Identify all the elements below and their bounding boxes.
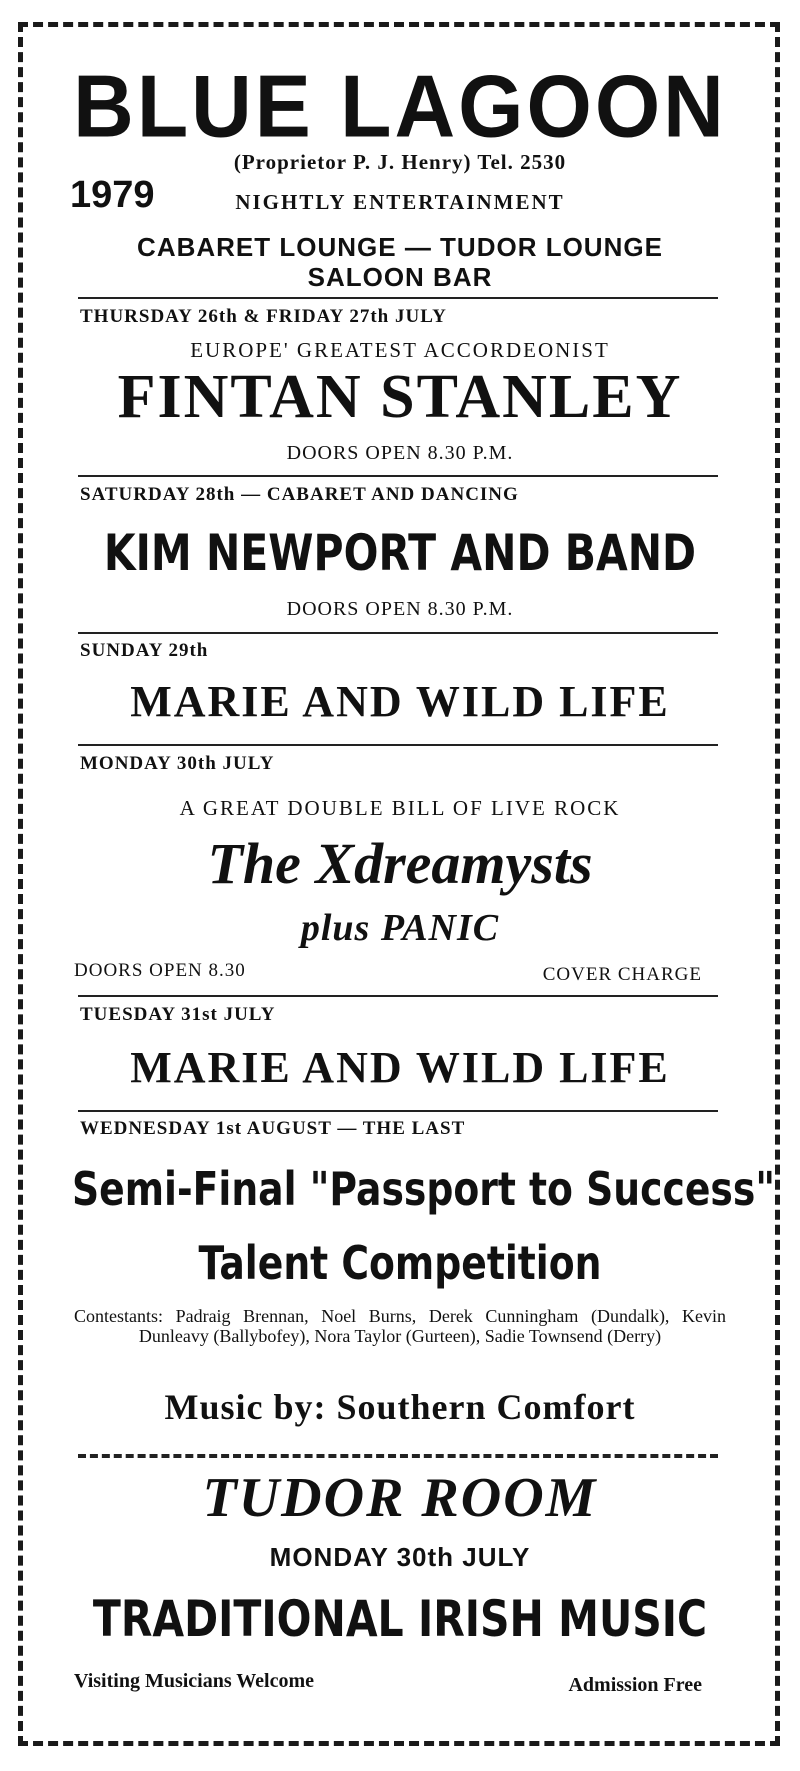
year-label: 1979 — [70, 174, 155, 216]
nightly-entertainment: NIGHTLY ENTERTAINMENT — [235, 190, 565, 214]
tudor-room-title: TUDOR ROOM — [202, 1467, 598, 1529]
venue-title: BLUE LAGOON — [73, 56, 727, 156]
event-doors-thursday: DOORS OPEN 8.30 P.M. — [286, 442, 514, 464]
event-cover-charge: COVER CHARGE — [542, 964, 702, 985]
event-date-sunday: SUNDAY 29th — [80, 640, 209, 661]
event-date-monday: MONDAY 30th JULY — [80, 753, 275, 774]
contestants-list: Contestants: Padraig Brennan, Noel Burns, Derek Cunningham (Dundalk), Kevin Dunleavy (Ballybofey), Nora Taylor (Gurteen), Sadie Townsend (Derry) — [74, 1306, 726, 1346]
event-date-tuesday: TUESDAY 31st JULY — [80, 1004, 276, 1025]
event-doors-monday: DOORS OPEN 8.30 — [74, 960, 246, 981]
event-act-tuesday: MARIE AND WILD LIFE — [130, 1043, 670, 1092]
event-subheadline-wednesday: Talent Competition — [198, 1236, 602, 1290]
event-subtitle-monday: A GREAT DOUBLE BILL OF LIVE ROCK — [179, 796, 621, 820]
divider — [78, 744, 718, 746]
proprietor-line: (Proprietor P. J. Henry) Tel. 2530 — [233, 150, 567, 174]
divider — [78, 995, 718, 997]
event-act-monday: The Xdreamysts — [207, 831, 593, 896]
event-act-sunday: MARIE AND WILD LIFE — [130, 677, 670, 726]
divider — [78, 632, 718, 634]
event-act-saturday: KIM NEWPORT AND BAND — [103, 524, 697, 582]
dashed-divider — [78, 1454, 718, 1458]
event-date-saturday: SATURDAY 28th — CABARET AND DANCING — [80, 484, 519, 505]
event-headline-wednesday: Semi-Final "Passport to Success" — [72, 1162, 775, 1216]
lounges-line-2: SALOON BAR — [307, 262, 493, 292]
lounges-line-1: CABARET LOUNGE — TUDOR LOUNGE — [137, 232, 663, 262]
visiting-musicians: Visiting Musicians Welcome — [74, 1670, 314, 1692]
event-doors-saturday: DOORS OPEN 8.30 P.M. — [286, 598, 514, 620]
event-act-thursday: FINTAN STANLEY — [117, 363, 683, 431]
admission-free: Admission Free — [568, 1674, 702, 1696]
divider — [78, 1110, 718, 1112]
tudor-room-act: TRADITIONAL IRISH MUSIC — [92, 1590, 708, 1648]
divider — [78, 475, 718, 477]
event-date-wednesday: WEDNESDAY 1st AUGUST — THE LAST — [80, 1118, 466, 1139]
tudor-room-date: MONDAY 30th JULY — [269, 1542, 531, 1572]
event-subtitle-thursday: EUROPE' GREATEST ACCORDEONIST — [190, 338, 610, 362]
event-support-monday: plus PANIC — [300, 907, 500, 949]
event-date-thursday: THURSDAY 26th & FRIDAY 27th JULY — [80, 306, 447, 327]
divider — [78, 297, 718, 299]
music-by: Music by: Southern Comfort — [164, 1387, 636, 1427]
